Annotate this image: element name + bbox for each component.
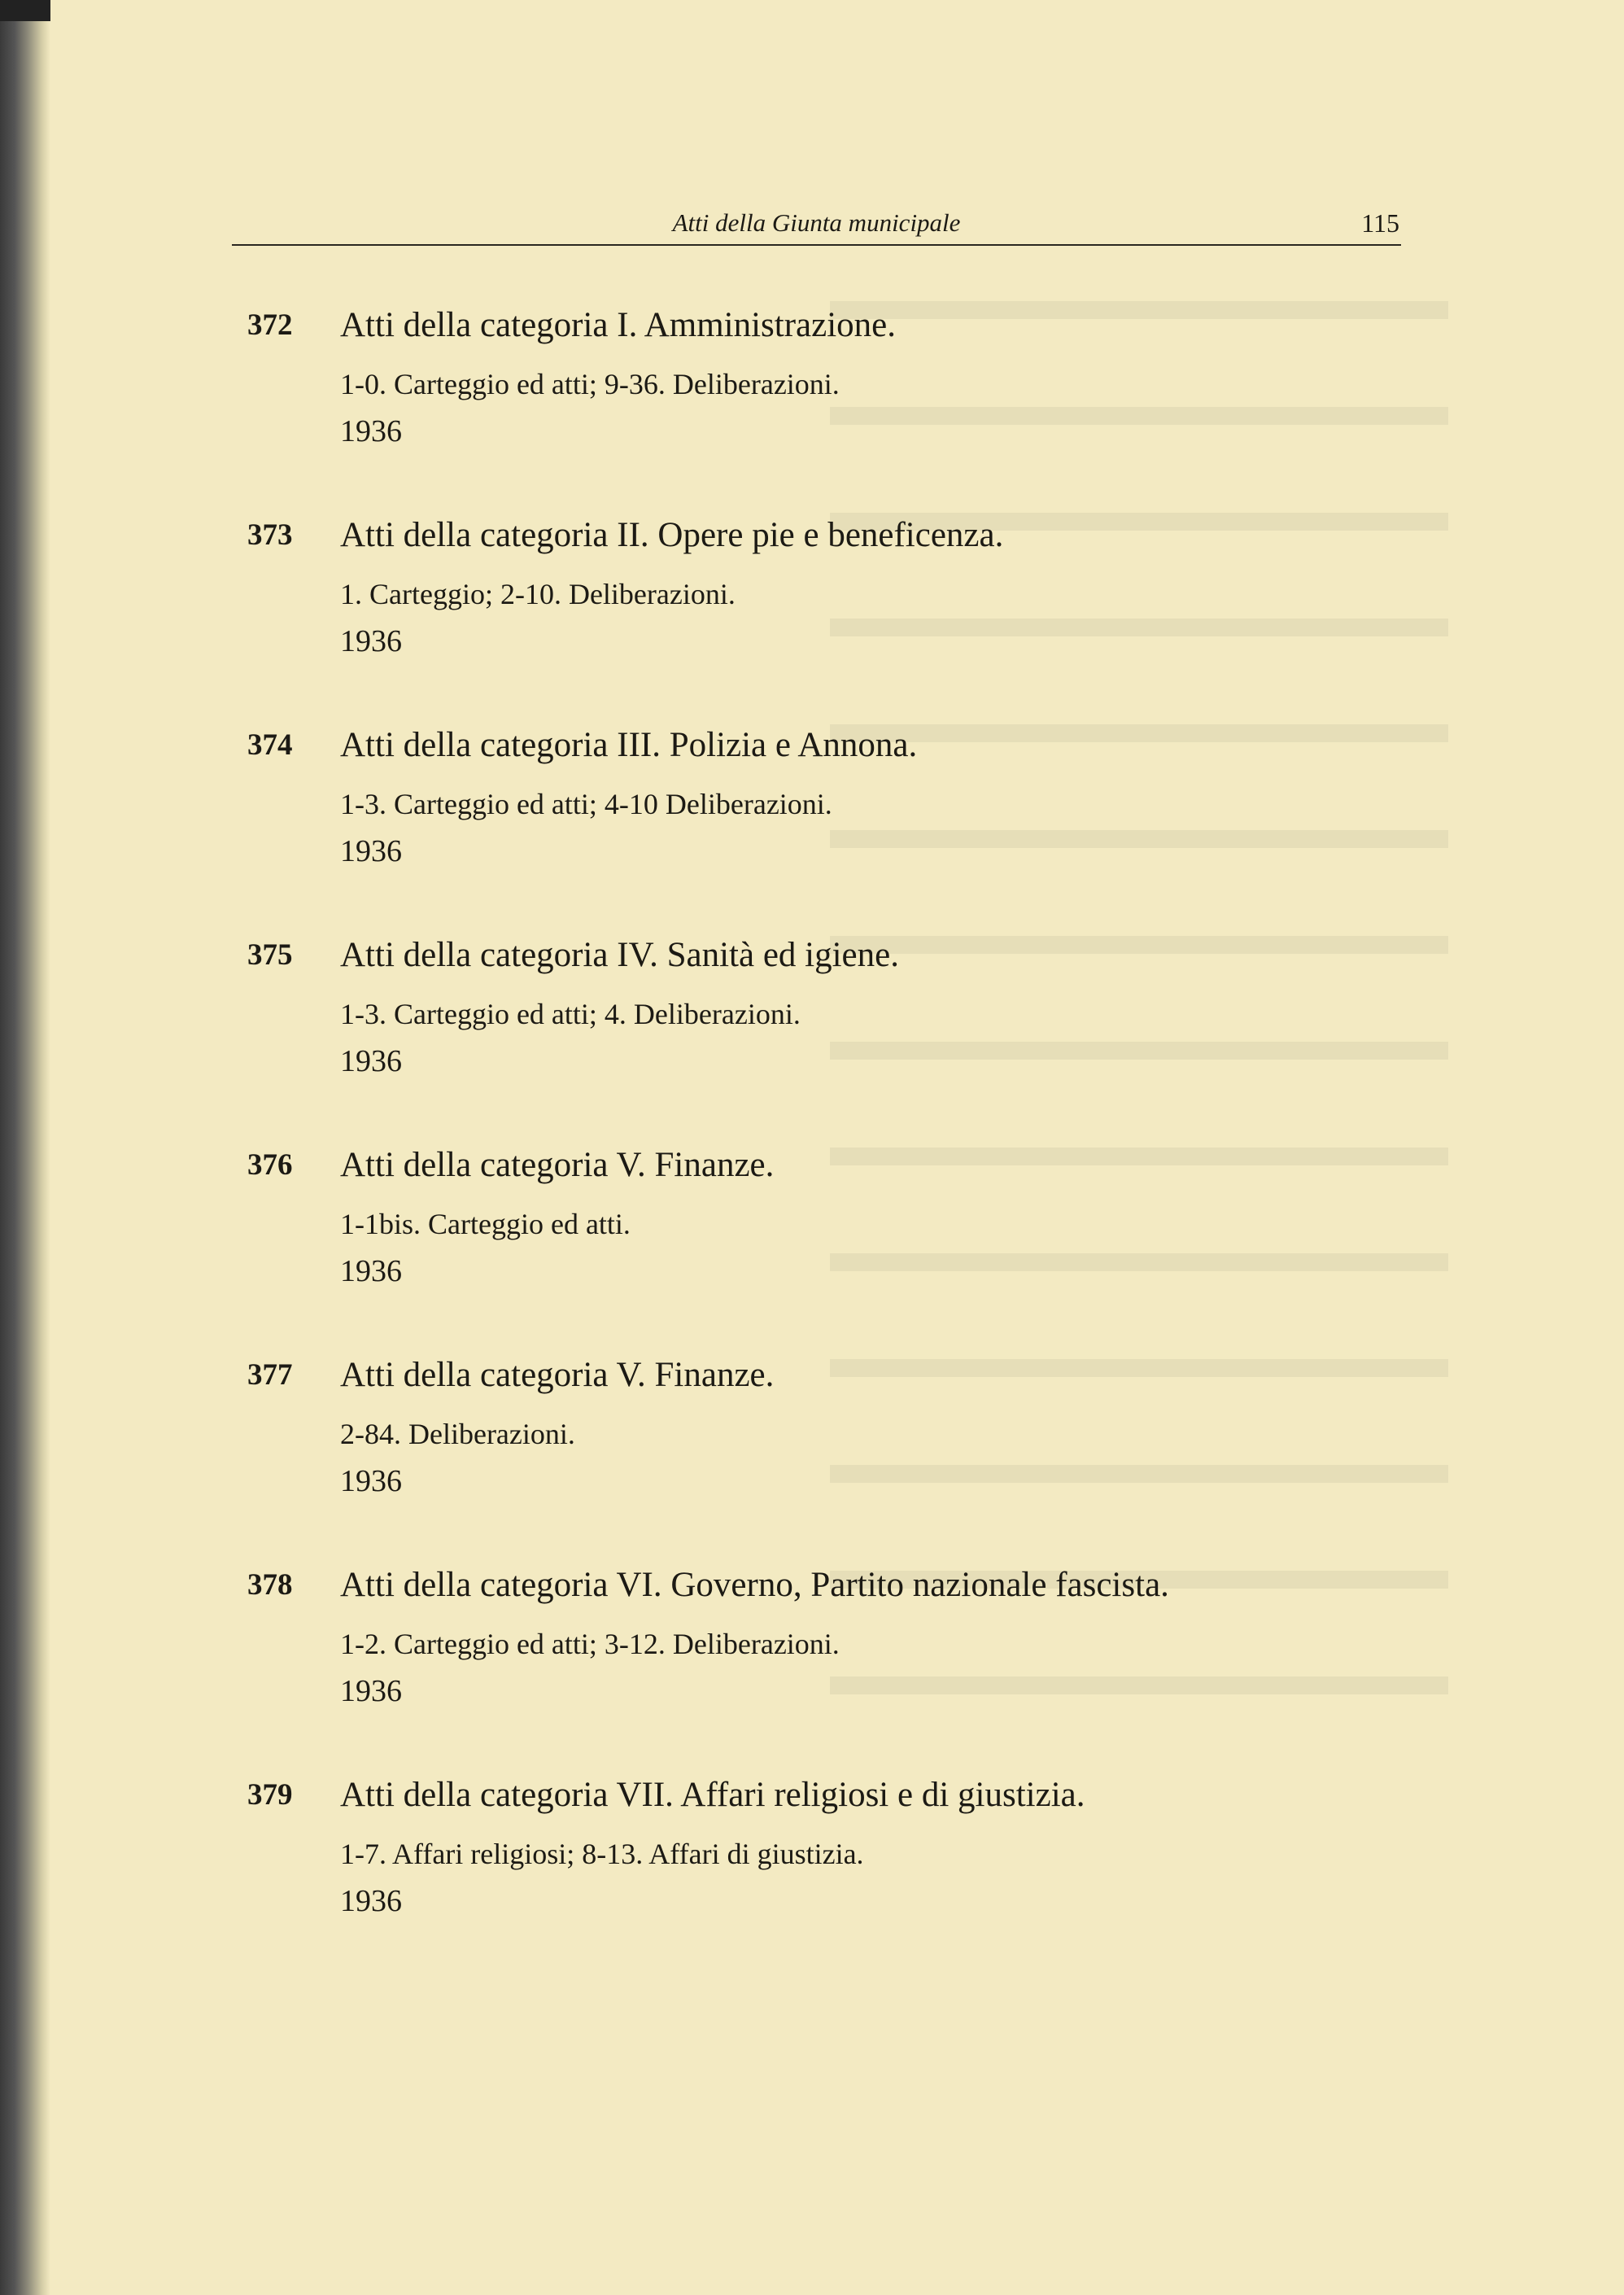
entry-title: Atti della categoria V. Finanze. <box>340 1356 775 1394</box>
entry-date: 1936 <box>340 1254 402 1288</box>
entry-number: 376 <box>247 1148 293 1182</box>
entry-date: 1936 <box>340 414 402 448</box>
entry-description: 1-3. Carteggio ed atti; 4. Deliberazioni. <box>340 998 801 1030</box>
entry-date: 1936 <box>340 834 402 868</box>
catalog-entry-372 <box>0 301 1624 511</box>
catalog-entry-378 <box>0 1561 1624 1771</box>
entry-description: 1-0. Carteggio ed atti; 9-36. Deliberazioni. <box>340 368 840 400</box>
entry-title: Atti della categoria VI. Governo, Partito nazionale fascista. <box>340 1566 1169 1604</box>
entry-number: 373 <box>247 518 293 552</box>
entry-description: 2-84. Deliberazioni. <box>340 1418 575 1450</box>
entry-title: Atti della categoria II. Opere pie e beneficenza. <box>340 516 1004 554</box>
catalog-entry-377 <box>0 1351 1624 1561</box>
entry-number: 374 <box>247 728 293 762</box>
catalog-entries <box>0 301 1624 1981</box>
entry-date: 1936 <box>340 1044 402 1078</box>
entry-title: Atti della categoria IV. Sanità ed igiene. <box>340 936 899 974</box>
entry-title: Atti della categoria V. Finanze. <box>340 1146 775 1184</box>
entry-title: Atti della categoria I. Amministrazione. <box>340 306 897 344</box>
entry-description: 1-3. Carteggio ed atti; 4-10 Deliberazioni. <box>340 788 832 820</box>
page-corner-shadow <box>0 0 50 21</box>
entry-title: Atti della categoria III. Polizia e Annona. <box>340 726 918 764</box>
entry-number: 378 <box>247 1568 293 1602</box>
entry-date: 1936 <box>340 1464 402 1498</box>
catalog-entry-373 <box>0 511 1624 721</box>
entry-date: 1936 <box>340 1674 402 1708</box>
entry-number: 379 <box>247 1778 293 1812</box>
catalog-entry-376 <box>0 1141 1624 1351</box>
entry-number: 375 <box>247 938 293 972</box>
entry-description: 1-2. Carteggio ed atti; 3-12. Deliberazioni. <box>340 1628 840 1660</box>
page-number: 115 <box>1361 208 1399 238</box>
catalog-entry-379 <box>0 1771 1624 1981</box>
entry-date: 1936 <box>340 1884 402 1918</box>
running-header <box>232 205 1401 246</box>
entry-number: 372 <box>247 308 293 342</box>
entry-number: 377 <box>247 1358 293 1392</box>
entry-date: 1936 <box>340 624 402 658</box>
entry-description: 1. Carteggio; 2-10. Deliberazioni. <box>340 578 736 610</box>
catalog-entry-375 <box>0 931 1624 1141</box>
running-title: Atti della Giunta municipale <box>672 208 961 237</box>
entry-description: 1-7. Affari religiosi; 8-13. Affari di giustizia. <box>340 1838 864 1870</box>
catalog-entry-374 <box>0 721 1624 931</box>
entry-title: Atti della categoria VII. Affari religiosi e di giustizia. <box>340 1776 1085 1814</box>
entry-description: 1-1bis. Carteggio ed atti. <box>340 1208 631 1240</box>
